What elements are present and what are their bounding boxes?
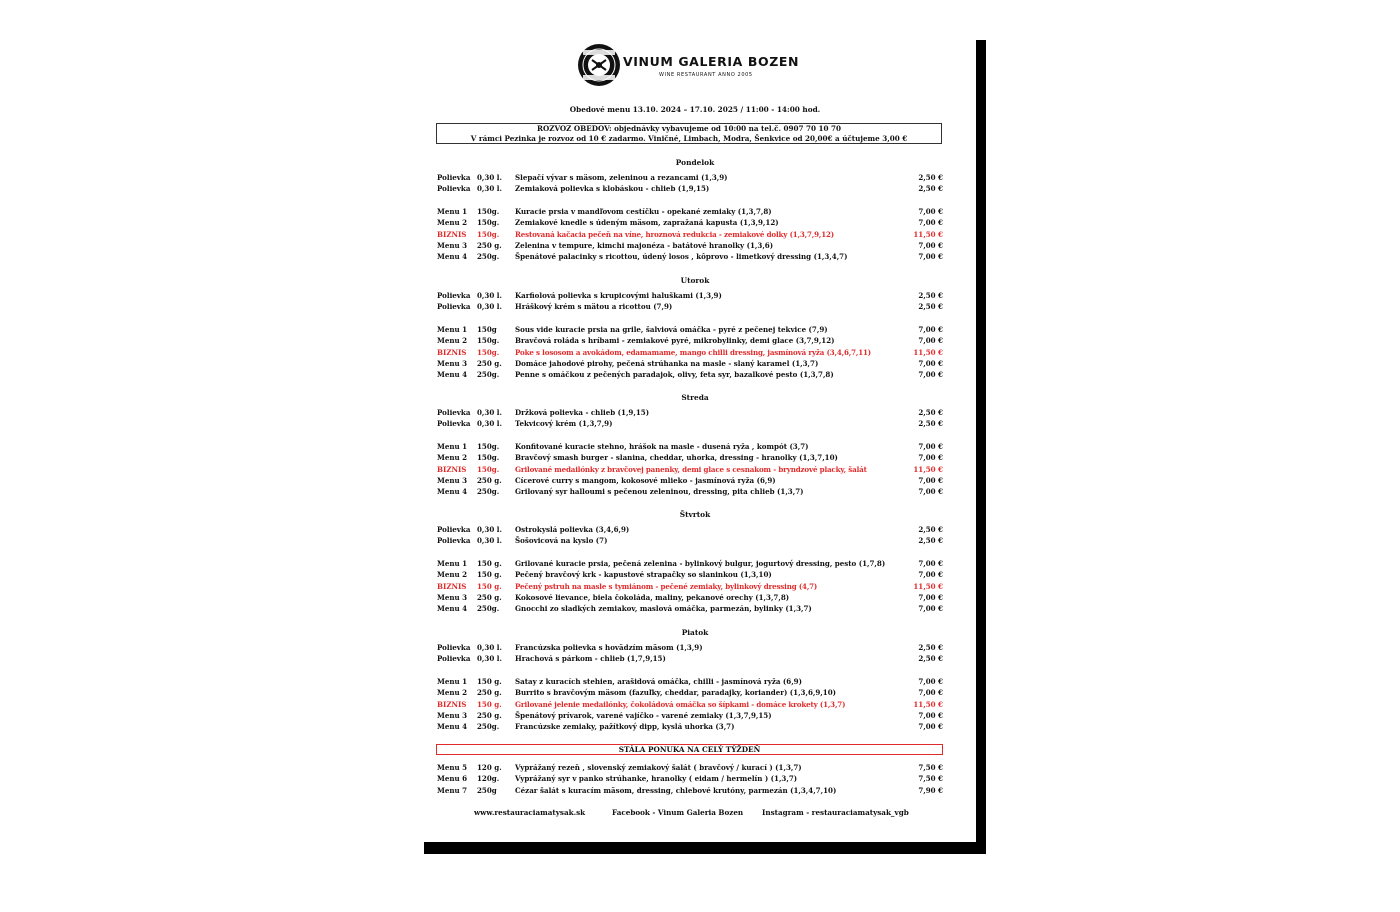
item-label: Polievka xyxy=(437,643,471,652)
item-label: Menu 4 xyxy=(437,487,468,497)
menu-row xyxy=(437,452,943,463)
menu-row xyxy=(437,710,943,721)
item-description: Vyprážaný syr v panko strúhanke, hranolky ( eidam / hermelín ) (1,3,7) xyxy=(515,774,798,784)
item-label: Menu 3 xyxy=(437,475,468,485)
biznis-row xyxy=(437,347,943,358)
item-qty: 0,30 l. xyxy=(477,184,502,194)
item-qty: 150 g. xyxy=(477,570,502,580)
item-qty: 250 g. xyxy=(477,592,502,602)
item-description: Poke s lososom a avokádom, edamamame, mango chilli dressing, jasmínová ryža (3,4,6,7,11) xyxy=(515,347,871,357)
item-label: Menu 1 xyxy=(437,207,468,216)
item-price: 2,50 € xyxy=(918,291,943,300)
menu-row xyxy=(437,217,943,228)
item-label: Menu 4 xyxy=(437,604,468,614)
item-label: Menu 3 xyxy=(437,710,468,720)
item-label: Polievka xyxy=(437,291,471,300)
item-price: 7,00 € xyxy=(918,207,943,216)
item-description: Grilované kuracie prsia, pečená zelenina - bylinkový bulgur, jogurtový dressing, pesto (1,7,8) xyxy=(515,559,886,568)
menu-row xyxy=(437,358,943,369)
item-label: Menu 4 xyxy=(437,370,468,380)
item-label: Menu 3 xyxy=(437,592,468,602)
menu-row xyxy=(437,653,943,664)
item-price: 7,00 € xyxy=(918,475,943,485)
item-qty: 0,30 l. xyxy=(477,643,502,652)
menu-row xyxy=(437,676,943,687)
item-label: Menu 2 xyxy=(437,218,468,228)
item-qty: 150g xyxy=(477,325,497,334)
item-label: Menu 6 xyxy=(437,774,468,784)
footer-instagram[interactable]: Instagram - restauraciamatysak_vgb xyxy=(762,808,909,817)
item-qty: 150g. xyxy=(477,442,500,451)
item-label: Menu 2 xyxy=(437,570,468,580)
item-price: 2,50 € xyxy=(918,184,943,194)
item-qty: 250g. xyxy=(477,252,500,262)
menu-row xyxy=(437,335,943,346)
seal-icon xyxy=(577,42,621,88)
item-qty: 250 g. xyxy=(477,688,502,698)
item-qty: 250g. xyxy=(477,370,500,380)
item-price: 7,00 € xyxy=(918,487,943,497)
item-qty: 150g. xyxy=(477,218,500,228)
delivery-line-2: V rámci Pezinka je rozvoz od 10 € zadarmo. Viničné, Limbach, Modra, Šenkvice od 20,00€ a účtujeme 3,00 € xyxy=(470,134,908,143)
item-qty: 250g. xyxy=(477,722,500,732)
item-price: 2,50 € xyxy=(918,302,943,312)
item-description: Gnocchi zo sladkých zemiakov, maslová omáčka, parmezán, bylinky (1,3,7) xyxy=(515,604,812,614)
item-price: 7,00 € xyxy=(918,710,943,720)
item-qty: 250g xyxy=(477,785,497,795)
item-price: 2,50 € xyxy=(918,419,943,429)
logo xyxy=(577,42,800,88)
item-description: Slepačí vývar s mäsom, zeleninou a rezancami (1,3,9) xyxy=(515,173,728,182)
item-price: 7,50 € xyxy=(918,774,943,784)
menu-row xyxy=(437,762,943,773)
item-description: Grilované medailónky z bravčovej panenky, demi glace s cesnakom - bryndzové placky, šalát xyxy=(515,464,867,474)
item-qty: 250 g. xyxy=(477,475,502,485)
item-qty: 0,30 l. xyxy=(477,654,502,664)
menu-row xyxy=(437,407,943,418)
item-description: Tekvicový krém (1,3,7,9) xyxy=(515,419,613,429)
item-price: 7,00 € xyxy=(918,218,943,228)
item-price: 11,50 € xyxy=(913,581,943,591)
item-price: 7,00 € xyxy=(918,688,943,698)
menu-row xyxy=(437,721,943,732)
item-description: Konfitované kuracie stehno, hrášok na masle - dusená ryža , kompót (3,7) xyxy=(515,442,809,451)
item-price: 7,00 € xyxy=(918,592,943,602)
item-price: 7,00 € xyxy=(918,336,943,346)
item-description: Kokosové lievance, biela čokoláda, maliny, pekanové orechy (1,3,7,8) xyxy=(515,592,790,602)
item-price: 7,00 € xyxy=(918,325,943,334)
menu-page xyxy=(414,28,976,842)
menu-row xyxy=(437,592,943,603)
item-price: 7,00 € xyxy=(918,358,943,368)
item-qty: 250 g. xyxy=(477,358,502,368)
item-price: 7,00 € xyxy=(918,559,943,568)
menu-row xyxy=(437,642,943,653)
item-description: Zemiaková polievka s klobáskou - chlieb (1,9,15) xyxy=(515,184,710,194)
item-label: BIZNIS xyxy=(437,347,467,357)
day-heading: Piatok xyxy=(681,628,709,637)
item-label: Menu 4 xyxy=(437,252,468,262)
item-price: 11,50 € xyxy=(913,229,943,239)
item-description: Pečený pstruh na masle s tymiánom - pečené zemiaky, bylinkový dressing (4,7) xyxy=(515,581,818,591)
item-description: Zelenina v tempure, kimchi majonéza - batátové hranolky (1,3,6) xyxy=(515,240,774,250)
item-description: Pečený bravčový krk - kapustové strapačky so slaninkou (1,3,10) xyxy=(515,570,772,580)
biznis-row xyxy=(437,699,943,710)
item-qty: 120g. xyxy=(477,774,500,784)
item-qty: 150 g. xyxy=(477,677,502,686)
item-description: Kuracie prsia v mandľovom cestíčku - opekané zemiaky (1,3,7,8) xyxy=(515,207,772,216)
item-description: Špenátové palacinky s ricottou, údený losos , kôprovo - limetkový dressing (1,3,4,7) xyxy=(515,252,848,262)
item-label: Menu 7 xyxy=(437,785,468,795)
item-label: Polievka xyxy=(437,302,471,312)
item-description: Vyprážaný rezeň , slovenský zemiakový šalát ( bravčový / kurací ) (1,3,7) xyxy=(515,763,802,772)
menu-row xyxy=(437,183,943,194)
item-qty: 120 g. xyxy=(477,763,502,772)
item-price: 7,90 € xyxy=(918,785,943,795)
menu-row xyxy=(437,418,943,429)
day-heading: Utorok xyxy=(680,276,710,285)
menu-row xyxy=(437,240,943,251)
item-price: 2,50 € xyxy=(918,654,943,664)
item-description: Šošovicová na kyslo (7) xyxy=(515,536,608,546)
item-label: Menu 1 xyxy=(437,677,468,686)
menu-row xyxy=(437,603,943,614)
item-label: Menu 4 xyxy=(437,722,468,732)
item-qty: 150 g. xyxy=(477,581,502,591)
item-price: 7,00 € xyxy=(918,722,943,732)
menu-row xyxy=(437,206,943,217)
permanent-offer-title: STÁLA PONUKA NA CELÝ TÝŽDEŇ xyxy=(436,744,943,755)
delivery-line-1: ROZVOZ OBEDOV: objednávky vybavujeme od 10:00 na tel.č. 0907 70 10 70 xyxy=(536,124,842,133)
item-qty: 150 g. xyxy=(477,559,502,568)
item-label: Menu 3 xyxy=(437,358,468,368)
item-description: Domáce jahodové pirohy, pečená strúhanka na masle - slaný karamel (1,3,7) xyxy=(515,358,819,368)
day-heading: Streda xyxy=(681,393,709,402)
menu-row xyxy=(437,773,943,784)
item-description: Bravčová roláda s hríbami - zemiakové pyré, mikrobylinky, demi glace (3,7,9,12) xyxy=(515,336,835,346)
item-price: 7,00 € xyxy=(918,240,943,250)
biznis-row xyxy=(437,464,943,475)
brand-name: VINUM GALERIA BOZEN xyxy=(623,54,800,69)
day-heading: Štvrtok xyxy=(679,510,711,519)
item-qty: 150g. xyxy=(477,347,500,357)
item-description: Satay z kuracích stehien, arašidová omáčka, chilli - jasmínová ryža (6,9) xyxy=(515,677,802,686)
item-qty: 150g. xyxy=(477,336,500,346)
menu-row xyxy=(437,290,943,301)
item-description: Držková polievka - chlieb (1,9,15) xyxy=(515,408,650,417)
item-label: Menu 1 xyxy=(437,442,468,451)
item-qty: 0,30 l. xyxy=(477,291,502,300)
item-price: 7,00 € xyxy=(918,677,943,686)
menu-row xyxy=(437,687,943,698)
item-price: 7,00 € xyxy=(918,570,943,580)
menu-period: Obedové menu 13.10. 2024 – 17.10. 2025 / 11:00 - 14:00 hod. xyxy=(569,105,821,114)
item-description: Grilované jelenie medailónky, čokoládová omáčka so šípkami - domáce krokety (1,3,7) xyxy=(515,699,846,709)
item-label: Menu 1 xyxy=(437,559,468,568)
menu-row xyxy=(437,369,943,380)
item-qty: 150g. xyxy=(477,453,500,463)
item-label: Menu 3 xyxy=(437,240,468,250)
menu-row xyxy=(437,441,943,452)
menu-row xyxy=(437,569,943,580)
item-qty: 150g. xyxy=(477,207,500,216)
item-price: 7,00 € xyxy=(918,442,943,451)
item-description: Karfiolová polievka s krupicovými haluškami (1,3,9) xyxy=(515,291,722,300)
item-price: 7,00 € xyxy=(918,604,943,614)
delivery-box xyxy=(436,123,942,144)
menu-row xyxy=(437,475,943,486)
item-qty: 250g. xyxy=(477,604,500,614)
menu-row xyxy=(437,301,943,312)
item-price: 7,00 € xyxy=(918,370,943,380)
menu-row xyxy=(437,251,943,262)
item-label: Polievka xyxy=(437,184,471,194)
day-heading: Pondelok xyxy=(675,158,715,167)
item-price: 7,00 € xyxy=(918,252,943,262)
item-description: Hráškový krém s mätou a ricottou (7,9) xyxy=(515,302,673,312)
item-qty: 150g. xyxy=(477,229,500,239)
item-price: 11,50 € xyxy=(913,464,943,474)
item-qty: 0,30 l. xyxy=(477,525,502,534)
biznis-row xyxy=(437,229,943,240)
item-label: BIZNIS xyxy=(437,581,467,591)
item-qty: 0,30 l. xyxy=(477,173,502,182)
item-label: Polievka xyxy=(437,525,471,534)
item-description: Grilovaný syr halloumi s pečenou zeleninou, dressing, pita chlieb (1,3,7) xyxy=(515,487,804,497)
item-price: 2,50 € xyxy=(918,408,943,417)
item-price: 2,50 € xyxy=(918,536,943,546)
item-label: Polievka xyxy=(437,536,471,546)
item-description: Cícerové curry s mangom, kokosové mlieko - jasmínová ryža (6,9) xyxy=(515,475,776,485)
menu-row xyxy=(437,535,943,546)
footer-facebook[interactable]: Facebook - Vinum Galeria Bozen xyxy=(612,808,744,817)
item-qty: 0,30 l. xyxy=(477,536,502,546)
item-label: Menu 2 xyxy=(437,688,468,698)
item-label: Polievka xyxy=(437,419,471,429)
item-label: Polievka xyxy=(437,173,471,182)
item-description: Francúzske zemiaky, pažítkový dipp, kyslá uhorka (3,7) xyxy=(515,722,735,732)
item-label: Menu 2 xyxy=(437,453,468,463)
brand-tagline: WINE RESTAURANT ANNO 2005 xyxy=(659,72,753,78)
item-price: 11,50 € xyxy=(913,347,943,357)
item-description: Restovaná kačacia pečeň na víne, hroznová redukcia - zemiakové dolky (1,3,7,9,12) xyxy=(515,229,834,239)
item-description: Francúzska polievka s hovädzím mäsom (1,3,9) xyxy=(515,643,703,652)
item-description: Cézar šalát s kuracím mäsom, dressing, chlebové krutóny, parmezán (1,3,4,7,10) xyxy=(515,785,837,795)
item-price: 7,00 € xyxy=(918,453,943,463)
item-qty: 250 g. xyxy=(477,240,502,250)
item-description: Zemiakové knedle s údeným mäsom, zapražaná kapusta (1,3,9,12) xyxy=(515,218,779,228)
menu-row xyxy=(437,324,943,335)
item-price: 7,50 € xyxy=(918,763,943,772)
item-description: Bravčový smash burger - slanina, cheddar, uhorka, dressing - hranolky (1,3,7,10) xyxy=(515,453,838,463)
item-label: Menu 5 xyxy=(437,763,468,772)
item-description: Sous vide kuracie prsia na grile, šalviová omáčka - pyré z pečenej tekvice (7,9) xyxy=(515,325,828,334)
menu-row xyxy=(437,486,943,497)
item-description: Penne s omáčkou z pečených paradajok, olivy, feta syr, bazalkové pesto (1,3,7,8) xyxy=(515,370,834,380)
item-description: Hrachová s párkom - chlieb (1,7,9,15) xyxy=(515,654,666,664)
menu-row xyxy=(437,524,943,535)
item-qty: 0,30 l. xyxy=(477,408,502,417)
menu-row xyxy=(437,172,943,183)
item-label: Menu 2 xyxy=(437,336,468,346)
footer-website[interactable]: www.restauraciamatysak.sk xyxy=(474,808,586,817)
item-qty: 0,30 l. xyxy=(477,419,502,429)
item-qty: 250 g. xyxy=(477,710,502,720)
item-label: BIZNIS xyxy=(437,229,467,239)
item-qty: 0,30 l. xyxy=(477,302,502,312)
item-price: 2,50 € xyxy=(918,525,943,534)
item-label: Polievka xyxy=(437,654,471,664)
item-description: Burrito s bravčovým mäsom (fazuľky, cheddar, paradajky, koriander) (1,3,6,9,10) xyxy=(515,688,836,698)
menu-row xyxy=(437,785,943,796)
item-price: 11,50 € xyxy=(913,699,943,709)
item-qty: 150 g. xyxy=(477,699,502,709)
item-price: 2,50 € xyxy=(918,173,943,182)
item-label: Menu 1 xyxy=(437,325,468,334)
item-qty: 250g. xyxy=(477,487,500,497)
item-description: Ostrokyslá polievka (3,4,6,9) xyxy=(515,525,630,534)
item-label: BIZNIS xyxy=(437,699,467,709)
item-qty: 150g. xyxy=(477,464,500,474)
item-label: Polievka xyxy=(437,408,471,417)
item-label: BIZNIS xyxy=(437,464,467,474)
item-price: 2,50 € xyxy=(918,643,943,652)
item-description: Špenátový prívarok, varené vajíčko - varené zemiaky (1,3,7,9,15) xyxy=(515,710,772,720)
menu-row xyxy=(437,558,943,569)
biznis-row xyxy=(437,581,943,592)
